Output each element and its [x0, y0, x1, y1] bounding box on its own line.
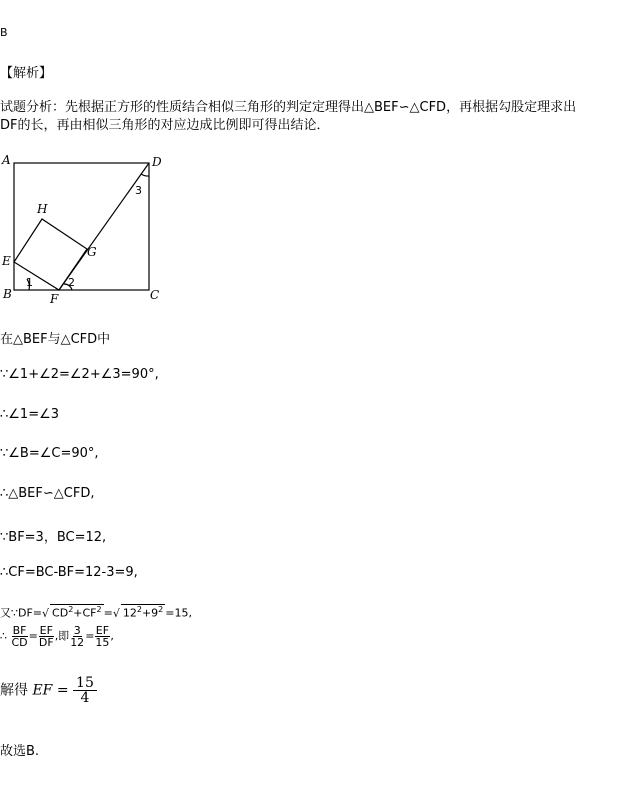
fraction-denominator: CD — [11, 636, 28, 649]
label-h: H — [37, 202, 48, 216]
fraction-numerator: EF — [39, 624, 53, 637]
step-8-sup-4: 2 — [158, 605, 164, 614]
step-8: 又∵DF=√ $CD^2+CF^2$ =√ $12^2+9^2 =15$, — [0, 605, 192, 620]
fraction-bf-cd — [11, 625, 29, 648]
fraction-15-4 — [73, 676, 97, 705]
step-6: ∵BF=3，BC=12, — [0, 530, 107, 545]
label-f: F — [50, 292, 59, 306]
step-9-eq-2: = — [85, 629, 95, 643]
fraction-denominator: 15 — [95, 636, 110, 649]
analysis-line-1: 试题分析：先根据正方形的性质结合相似三角形的判定定理得出△BEF∽△CFD，再根据勾股定理求出 — [0, 100, 577, 115]
fraction-ef-15 — [94, 625, 110, 648]
step-4: ∵∠B=∠C=90°, — [0, 446, 99, 461]
step-8-eq: = — [103, 606, 113, 620]
step-8-rad2b: +9 — [141, 606, 159, 620]
fraction-numerator: EF — [95, 624, 110, 637]
label-g: G — [87, 245, 97, 259]
label-d: D — [152, 155, 162, 169]
label-angle-1: 1 — [26, 276, 33, 289]
fraction-denominator: DF — [38, 636, 54, 649]
step-8-plus: +CF — [73, 606, 97, 620]
fraction-numerator: BF — [12, 624, 27, 637]
square-abcd — [14, 163, 149, 290]
step-10 — [0, 676, 97, 705]
step-11: 故选B. — [0, 744, 40, 759]
answer-letter: B — [0, 26, 8, 39]
label-angle-3: 3 — [135, 184, 142, 197]
fraction-ef-df — [38, 625, 55, 648]
label-a: A — [2, 153, 11, 167]
label-b: B — [3, 287, 12, 301]
section-title: 【解析】 — [0, 66, 53, 81]
step-9-prefix: ∴ — [0, 629, 7, 643]
step-7: ∴CF=BC-BF=12-3=9, — [0, 565, 138, 580]
step-5: ∴△BEF∽△CFD, — [0, 486, 95, 501]
step-9-mid: ,即 — [54, 629, 70, 643]
label-e: E — [2, 254, 11, 268]
angle-3-arc — [141, 174, 149, 176]
fraction-3-12 — [69, 625, 85, 648]
step-9-tail: , — [110, 629, 114, 643]
step-10-prefix: 解得 — [0, 682, 28, 699]
fraction-denominator: 4 — [80, 690, 90, 706]
step-1: 在△BEF与△CFD中 — [0, 332, 111, 347]
step-10-eq: = — [52, 682, 74, 699]
step-8-rad1: CD — [52, 606, 69, 620]
fraction-numerator: 15 — [73, 676, 97, 691]
step-8-prefix: 又∵DF= — [0, 606, 43, 620]
segment-fd — [59, 163, 149, 290]
step-8-rad2a: 12 — [122, 606, 137, 620]
fraction-numerator: 3 — [73, 624, 81, 637]
step-8-sup-3: 2 — [136, 605, 142, 614]
analysis-line-2: DF的长，再由相似三角形的对应边成比例即可得出结论． — [0, 118, 330, 133]
step-8-sup-2: 2 — [96, 605, 102, 614]
step-9 — [0, 625, 114, 648]
step-3: ∴∠1=∠3 — [0, 407, 60, 422]
label-c: C — [150, 288, 160, 302]
step-8-sup-1: 2 — [68, 605, 74, 614]
label-angle-2: 2 — [68, 276, 75, 289]
geometry-figure — [0, 148, 175, 308]
square-efgh — [14, 219, 87, 290]
fraction-denominator: 12 — [70, 636, 85, 649]
step-8-tail: =15, — [165, 606, 192, 620]
step-2: ∵∠1+∠2=∠2+∠3=90°, — [0, 367, 159, 382]
step-9-eq-1: = — [28, 629, 38, 643]
step-10-var: EF — [32, 682, 53, 699]
